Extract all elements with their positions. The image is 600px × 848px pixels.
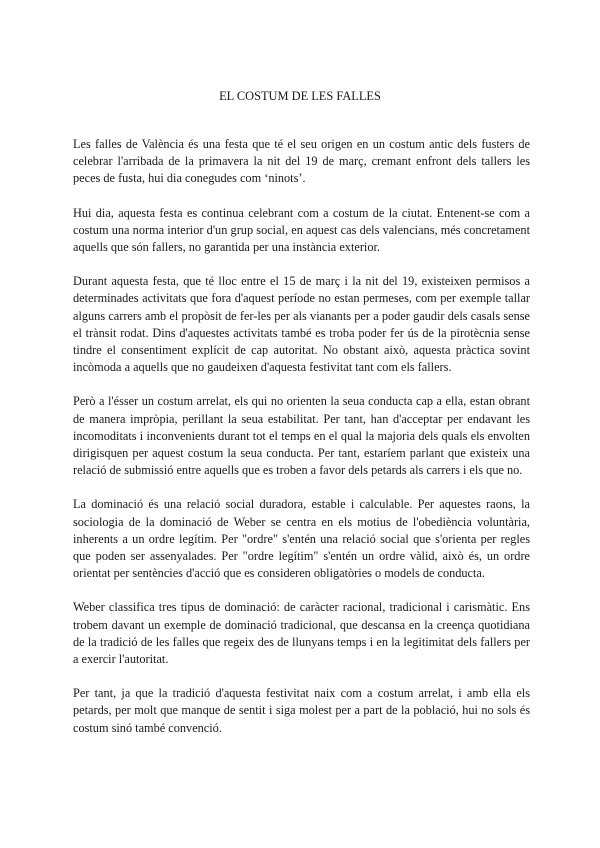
document-title: EL COSTUM DE LES FALLES: [219, 89, 381, 103]
paragraph-7: Per tant, ja que la tradició d'aquesta festivitat naix com a costum arrelat, i amb ella els petards, per molt que manque de sentit i siga molest per a part de la població, hui no sols és costum sinó també convenció.: [73, 686, 530, 735]
paragraph-2: Hui dia, aquesta festa es continua celebrant com a costum de la ciutat. Entenent-se com a costum una norma interior d'un grup social, en aquest cas dels valencians, més concretament aquells que són fallers, no garantida per una instància exterior.: [73, 205, 530, 255]
paragraph-6: Weber classifica tres tipus de dominació: de caràcter racional, tradicional i carismàtic. Ens trobem davant un exemple de dominació tradicional, que descansa en la creença quotidiana de la tradició de les falles que regeix des de llunyans temps i en la legitimitat dels fallers per a exercir l'autoritat.: [73, 600, 530, 667]
paragraph-3: Durant aquesta festa, que té lloc entre el 15 de març i la nit del 19, existeixen permisos a determinades activitats que fora d'aquest període no estan permeses, com per exemple tallar alguns carrers amb el propòsit de fer-les per als vianants per a poder gaudir dels casals sense el trànsit rodat. Dins d'aquestes activitats també es troba poder fer ús de la pirotècnia sense tindre el consentiment explícit de cap autoritat. No obstant això, aquesta pràctica sovint incòmoda a aquells que no gaudeixen d'aquesta festivitat tant com els fallers.: [73, 274, 530, 375]
document-body: [73, 136, 530, 754]
paragraph-1: Les falles de València és una festa que té el seu origen en un costum antic dels fusters de celebrar l'arribada de la primavera la nit del 19 de març, cremant enfront dels tallers les peces de fusta, hui dia conegudes com ‘ninots’.: [73, 137, 530, 186]
paragraph-4: Però a l'ésser un costum arrelat, els qui no orienten la seua conducta cap a ella, estan obrant de manera impròpia, perillant la seua estabilitat. Per tant, han d'acceptar per endavant les incomoditats i inconvenients durant tot el temps en el qual la majoria dels quals els envolten dirigisquen per aquest costum la seua conducta. Per tant, estaríem parlant que existeix una relació de submissió entre aquells que es troben a favor dels petards als carrers i els que no.: [73, 394, 530, 478]
paragraph-5: La dominació és una relació social duradora, estable i calculable. Per aquestes raons, la sociologia de la dominació de Weber se centra en els motius de l'obediència voluntària, inherents a un ordre legítim. Per "ordre" s'entén una relació social que s'orienta per regles que poden ser assenyalades. Per "ordre legítim" s'entén un ordre vàlid, això és, un ordre orientat per sentències d'acció que es consideren obligatòries o models de conducta.: [73, 497, 530, 581]
